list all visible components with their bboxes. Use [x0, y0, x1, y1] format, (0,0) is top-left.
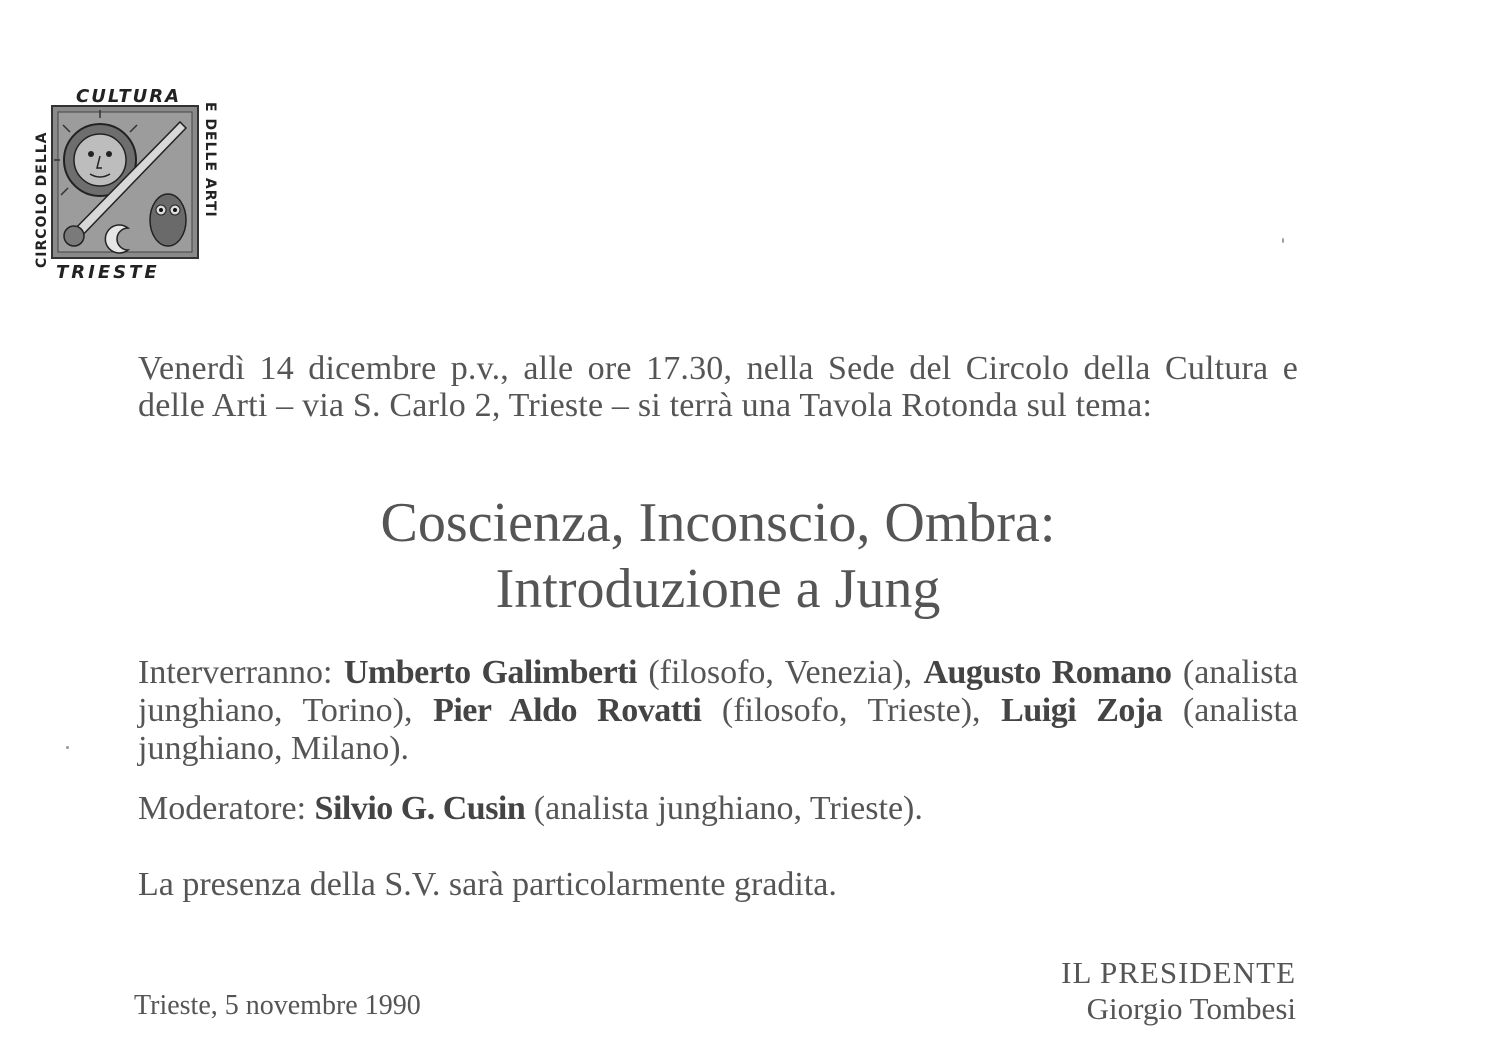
signature-name: Giorgio Tombesi [1086, 991, 1296, 1026]
moderator-detail: (analista junghiano, Trieste). [533, 790, 923, 827]
svg-text:CULTURA: CULTURA [76, 88, 182, 107]
speaker-name: Umberto Galimberti [343, 654, 637, 691]
event-title-line-2: Introduzione a Jung [495, 558, 941, 620]
speakers-paragraph [138, 654, 1298, 768]
svg-text:CIRCOLO DELLA: CIRCOLO DELLA [34, 131, 50, 268]
moderator-lead: Moderatore: [138, 790, 307, 827]
speakers-lead: Interverranno: [138, 654, 333, 691]
moderator-name: Silvio G. Cusin [314, 790, 526, 827]
speaker-name: Pier Aldo Rovatti [433, 692, 702, 729]
signature-block [1061, 955, 1296, 1027]
paper-speck [66, 746, 69, 749]
svg-text:TRIESTE: TRIESTE [56, 262, 160, 283]
moderator-line [138, 790, 1298, 828]
event-title-line-1: Coscienza, Inconscio, Ombra: [380, 492, 1056, 554]
closing-line: La presenza della S.V. sarà particolarmente gradita. [138, 866, 837, 903]
intro-paragraph: Venerdì 14 dicembre p.v., alle ore 17.30, nella Sede del Circolo della Cultura e delle Arti – via S. Carlo 2, Trieste – si terrà una Tavola Rotonda sul tema: [138, 350, 1298, 424]
speaker-name: Luigi Zoja [1001, 692, 1163, 729]
circolo-logo-emblem [30, 88, 220, 283]
circolo-logo [30, 88, 220, 283]
speaker-name: Augusto Romano [923, 654, 1172, 691]
event-title [138, 490, 1298, 622]
speaker-detail: (filosofo, Venezia), [648, 654, 913, 691]
signature-role: IL PRESIDENTE [1061, 955, 1296, 990]
speaker-detail: (analista junghiano, Torino), [138, 654, 1299, 729]
place-date: Trieste, 5 novembre 1990 [134, 990, 421, 1021]
speaker-detail: (analista junghiano, Milano). [138, 692, 1299, 767]
speaker-detail: (filosofo, Trieste), [721, 692, 981, 729]
svg-text:E DELLE ARTI: E DELLE ARTI [202, 102, 218, 218]
paper-speck [1282, 238, 1284, 243]
